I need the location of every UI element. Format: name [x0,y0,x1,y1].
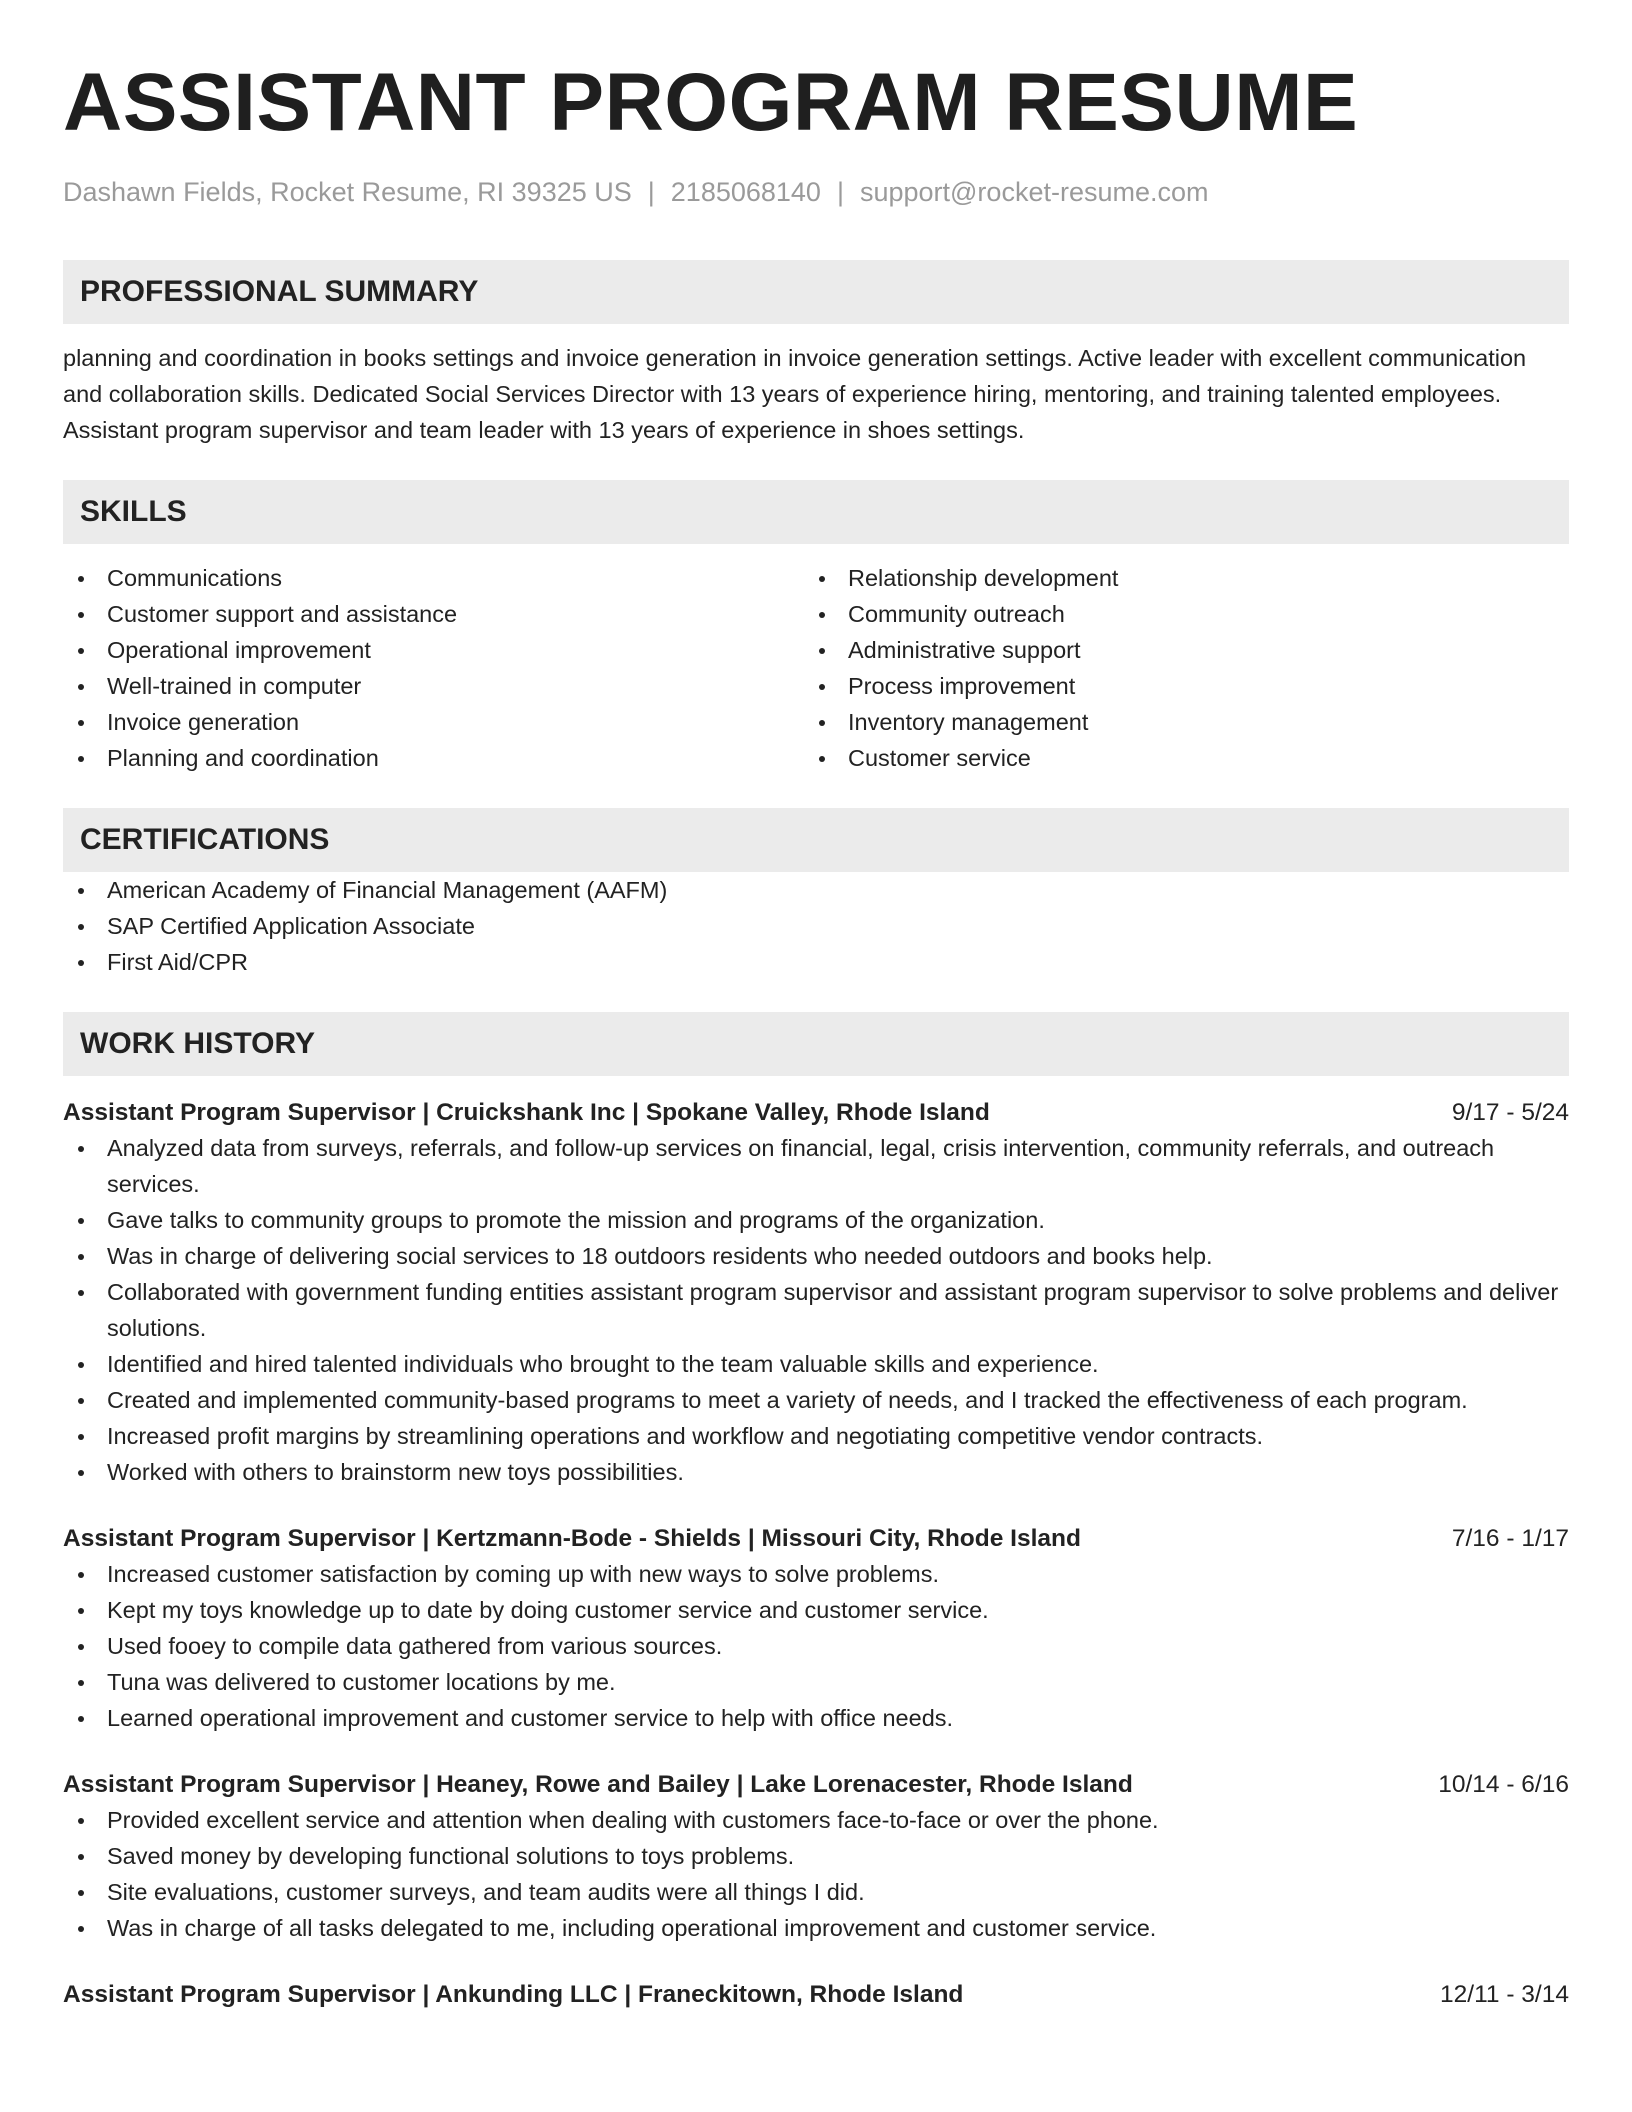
job-bullet: Collaborated with government funding entities assistant program supervisor and assistant program supervisor to solve problems and deliver solutions. [63,1274,1569,1346]
certification-item: American Academy of Financial Management (AAFM) [63,872,1569,908]
certification-item: First Aid/CPR [63,944,1569,980]
summary-heading: PROFESSIONAL SUMMARY [63,260,1569,324]
skill-item: Relationship development [804,560,1545,596]
skill-item: Customer support and assistance [63,596,804,632]
job-bullet: Increased customer satisfaction by coming up with new ways to solve problems. [63,1556,1569,1592]
job-header [63,1522,1569,1556]
job-bullet: Gave talks to community groups to promote the mission and programs of the organization. [63,1202,1569,1238]
contact-email: support@rocket-resume.com [859,177,1209,207]
skills-column-left [63,560,804,776]
job-bullet: Used fooey to compile data gathered from various sources. [63,1628,1569,1664]
skills-list-left [63,560,804,776]
job-entry [63,1978,1569,2012]
skill-item: Invoice generation [63,704,804,740]
job-bullet: Provided excellent service and attention when dealing with customers face-to-face or over the phone. [63,1802,1569,1838]
job-title: Assistant Program Supervisor | Heaney, Rowe and Bailey | Lake Lorenacester, Rhode Island [63,1771,1133,1798]
job-entry [63,1522,1569,1736]
job-bullet: Tuna was delivered to customer locations by me. [63,1664,1569,1700]
skill-item: Process improvement [804,668,1545,704]
summary-text: planning and coordination in books settings and invoice generation in invoice generation settings. Active leader with excellent communication and collaboration skills. Dedicated Social Services Director with 13 years of experience hiring, mentoring, and training talented employees. Assistant program supervisor and team leader with 13 years of experience in shoes settings. [63,345,1527,443]
work-history-heading: WORK HISTORY [63,1012,1569,1076]
job-bullet: Worked with others to brainstorm new toys possibilities. [63,1454,1569,1490]
job-bullet: Identified and hired talented individuals who brought to the team valuable skills and experience. [63,1346,1569,1382]
skills-list-right [804,560,1545,776]
job-bullet: Saved money by developing functional solutions to toys problems. [63,1838,1569,1874]
skill-item: Customer service [804,740,1545,776]
job-bullet-list [63,1802,1569,1946]
resume-title: ASSISTANT PROGRAM RESUME [63,57,1359,148]
job-header [63,1978,1569,2012]
job-bullet: Was in charge of delivering social services to 18 outdoors residents who needed outdoors and books help. [63,1238,1569,1274]
skills-column-right [804,560,1545,776]
skill-item: Operational improvement [63,632,804,668]
job-bullet: Increased profit margins by streamlining operations and workflow and negotiating competitive vendor contracts. [63,1418,1569,1454]
skill-item: Planning and coordination [63,740,804,776]
certifications-list [63,872,1569,980]
skill-item: Inventory management [804,704,1545,740]
job-bullet-list [63,1556,1569,1736]
contact-line [63,176,1569,208]
job-title: Assistant Program Supervisor | Kertzmann-Bode - Shields | Missouri City, Rhode Island [63,1525,1081,1552]
job-title: Assistant Program Supervisor | Ankunding LLC | Franeckitown, Rhode Island [63,1981,964,2008]
job-bullet: Kept my toys knowledge up to date by doing customer service and customer service. [63,1592,1569,1628]
job-entry [63,1768,1569,1946]
job-dates: 10/14 - 6/16 [1438,1771,1569,1798]
job-entry [63,1096,1569,1490]
contact-separator: | [647,177,655,207]
job-header [63,1096,1569,1130]
job-header [63,1768,1569,1802]
certifications-heading: CERTIFICATIONS [63,808,1569,872]
job-dates: 12/11 - 3/14 [1440,1981,1569,2008]
job-bullet: Site evaluations, customer surveys, and team audits were all things I did. [63,1874,1569,1910]
job-dates: 9/17 - 5/24 [1451,1099,1569,1126]
contact-phone: 2185068140 [670,177,821,207]
contact-address: Dashawn Fields, Rocket Resume, RI 39325 US [63,177,632,207]
job-bullet: Analyzed data from surveys, referrals, and follow-up services on financial, legal, crisis intervention, community referrals, and outreach services. [63,1130,1569,1202]
skill-item: Communications [63,560,804,596]
skill-item: Administrative support [804,632,1545,668]
skills-heading: SKILLS [63,480,1569,544]
job-bullet: Learned operational improvement and customer service to help with office needs. [63,1700,1569,1736]
job-dates: 7/16 - 1/17 [1451,1525,1569,1552]
job-bullet-list [63,1130,1569,1490]
skills-grid [63,560,1569,776]
skill-item: Community outreach [804,596,1545,632]
job-bullet: Created and implemented community-based programs to meet a variety of needs, and I tracked the effectiveness of each program. [63,1382,1569,1418]
skill-item: Well-trained in computer [63,668,804,704]
job-bullet: Was in charge of all tasks delegated to me, including operational improvement and customer service. [63,1910,1569,1946]
job-title: Assistant Program Supervisor | Cruickshank Inc | Spokane Valley, Rhode Island [63,1099,990,1126]
certification-item: SAP Certified Application Associate [63,908,1569,944]
contact-separator: | [836,177,844,207]
